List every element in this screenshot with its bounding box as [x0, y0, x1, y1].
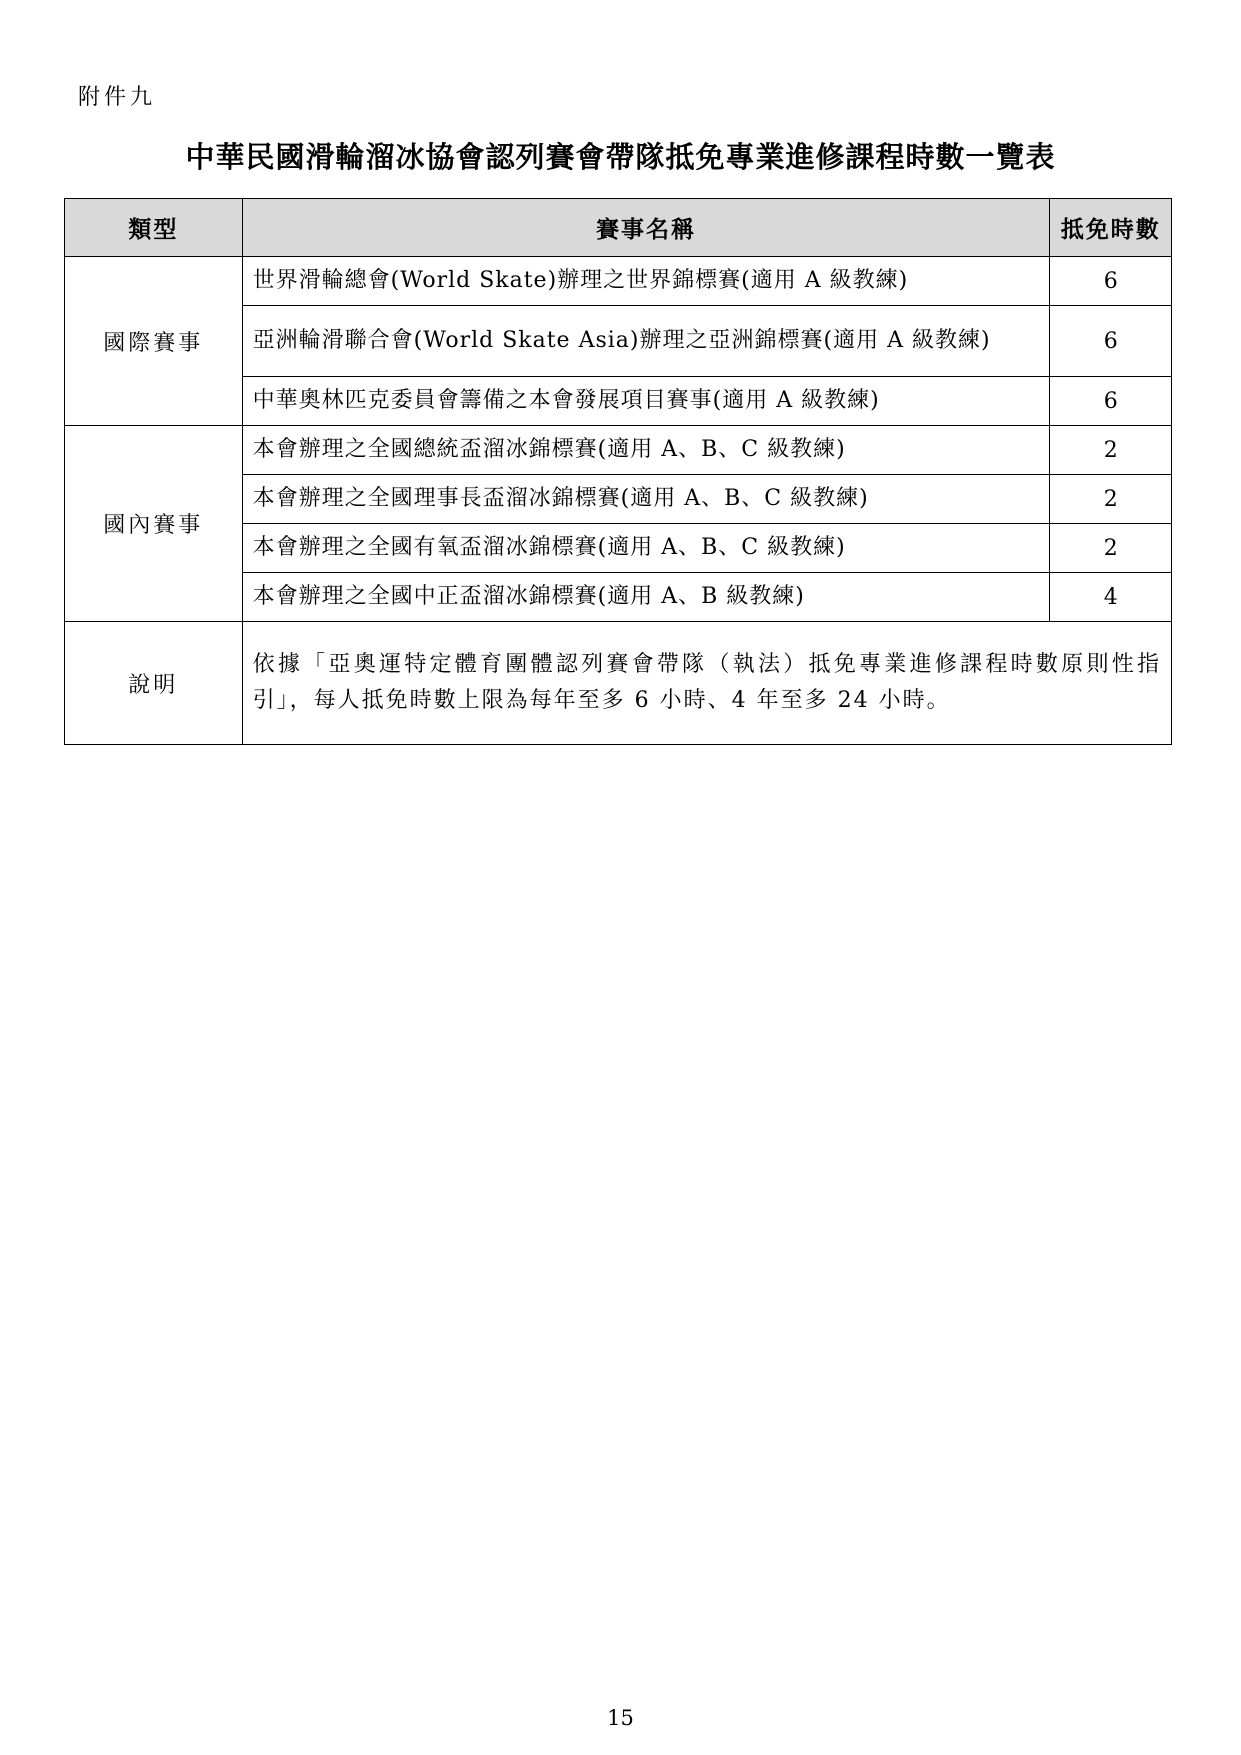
event-name-cell: 世界滑輪總會(World Skate)辦理之世界錦標賽(適用 A 級教練)	[242, 257, 1050, 306]
table-row	[65, 426, 1172, 475]
note-label: 說明	[65, 622, 243, 745]
event-name-cell: 亞洲輪滑聯合會(World Skate Asia)辦理之亞洲錦標賽(適用 A 級教練)	[242, 306, 1050, 377]
event-name-cell: 本會辦理之全國有氧盃溜冰錦標賽(適用 A、B、C 級教練)	[242, 524, 1050, 573]
header-hours: 抵免時數	[1050, 199, 1172, 257]
table-row	[65, 257, 1172, 306]
header-event-name: 賽事名稱	[242, 199, 1050, 257]
note-text: 依據「亞奧運特定體育團體認列賽會帶隊（執法）抵免專業進修課程時數原則性指引」，每人抵免時數上限為每年至多 6 小時、4 年至多 24 小時。	[242, 622, 1171, 745]
hours-cell: 2	[1050, 475, 1172, 524]
hours-cell: 4	[1050, 573, 1172, 622]
event-name-cell: 本會辦理之全國中正盃溜冰錦標賽(適用 A、B 級教練)	[242, 573, 1050, 622]
page-number: 15	[607, 1706, 634, 1730]
hours-cell: 2	[1050, 426, 1172, 475]
exemption-table	[64, 198, 1172, 745]
event-name-cell: 本會辦理之全國理事長盃溜冰錦標賽(適用 A、B、C 級教練)	[242, 475, 1050, 524]
attachment-label: 附件九	[78, 85, 157, 110]
event-name-cell: 中華奧林匹克委員會籌備之本會發展項目賽事(適用 A 級教練)	[242, 377, 1050, 426]
hours-cell: 6	[1050, 377, 1172, 426]
event-name-cell: 本會辦理之全國總統盃溜冰錦標賽(適用 A、B、C 級教練)	[242, 426, 1050, 475]
hours-cell: 6	[1050, 257, 1172, 306]
hours-cell: 6	[1050, 306, 1172, 377]
group-type-domestic: 國內賽事	[65, 426, 243, 622]
header-type: 類型	[65, 199, 243, 257]
table-row-note	[65, 622, 1172, 745]
table-header-row	[65, 199, 1172, 257]
document-title: 中華民國滑輪溜冰協會認列賽會帶隊抵免專業進修課程時數一覽表	[185, 140, 1056, 174]
group-type-international: 國際賽事	[65, 257, 243, 426]
hours-cell: 2	[1050, 524, 1172, 573]
